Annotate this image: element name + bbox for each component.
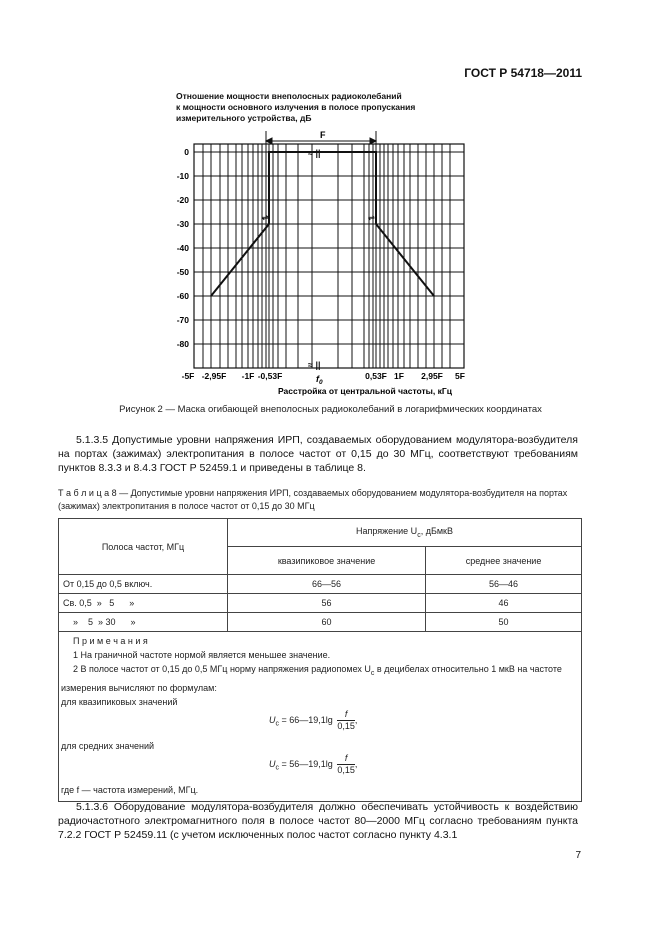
mask-point: [268, 223, 270, 225]
cell-qp: 60: [228, 613, 426, 632]
mask-point: [375, 151, 377, 153]
notes-title: П р и м е ч а н и я: [73, 636, 148, 646]
y-axis-label-line: к мощности основного излучения в полосе пропускания: [176, 102, 416, 112]
y-axis-label-line: Отношение мощности внеполосных радиоколебаний: [176, 91, 402, 101]
x-tick-label: -1F: [241, 371, 255, 381]
table-caption: Т а б л и ц а 8 — Допустимые уровни напряжения ИРП, создаваемых оборудованием модулятора-возбудителя на портах (зажимах) электропитания в полосе частот от 0,15 до 30 МГц: [58, 488, 568, 511]
mask-point: [375, 223, 377, 225]
x-tick-labels: [182, 371, 465, 381]
formula-sub: c: [275, 720, 279, 728]
formula-fraction: [337, 709, 355, 732]
cell-avg: 50: [426, 613, 582, 632]
header-band: Полоса частот, МГц: [59, 519, 228, 575]
mask-point: [268, 151, 270, 153]
table-notes: [59, 632, 582, 802]
x-tick-label: 0,53F: [365, 371, 387, 381]
y-tick-label: -70: [176, 315, 189, 325]
paragraph-text: 5.1.3.6 Оборудование модулятора-возбудителя должно обеспечивать устойчивость к воздействию радиочастотного электромагнитного поля в полосе частот 80—2000 МГц согласно требованиям пункта 7.2.2 ГОСТ Р 52459.11 (с учетом исключенных полос частот согласно пункту 4.3.1: [58, 801, 578, 841]
header-voltage: [228, 519, 582, 547]
header-voltage-unit: , дБмкВ: [420, 526, 453, 537]
table-row: [59, 594, 582, 613]
y-tick-label: 0: [184, 147, 189, 157]
header-voltage-sub: c: [417, 531, 421, 539]
paragraph-text: 5.1.3.5 Допустимые уровни напряжения ИРП, создаваемых оборудованием модулятора-возбудителя на портах (зажимах) электропитания в полосе частот от 0,15 до 30 МГц, соответствуют требованиям пунктов 8.3.3 и 8.4.3 ГОСТ Р 52459.1 и приведены в таблице 8.: [58, 434, 578, 474]
formula-lhs: U: [269, 758, 276, 769]
y-tick-label: -40: [176, 243, 189, 253]
figure-caption: Рисунок 2 — Маска огибающей внеполосных радиоколебаний в логарифмических координатах: [119, 404, 542, 415]
break-mark-icon: ≈ ||: [308, 148, 321, 158]
plot-frame: [194, 144, 464, 368]
x-tick-label: 1F: [394, 371, 404, 381]
cell-avg: 56—46: [426, 575, 582, 594]
page-number: 7: [575, 850, 581, 861]
header-avg: среднее значение: [426, 547, 582, 575]
cell-avg: 46: [426, 594, 582, 613]
f0-label: $f_0$: [316, 374, 323, 386]
y-axis-label-line: измерительного устройства, дБ: [176, 113, 312, 123]
fraction-denominator: 0,15: [337, 720, 355, 731]
y-tick-label: -10: [176, 171, 189, 181]
note-2: [61, 662, 579, 695]
fraction-numerator: f: [337, 709, 355, 721]
where-label: где f — частота измерений, МГц.: [61, 784, 199, 795]
cell-band: Св. 0,5 » 5 »: [59, 594, 228, 613]
x-axis-label: Расстройка от центральной частоты, кГц: [278, 386, 452, 396]
level-markers: [262, 213, 375, 222]
cell-band: » 5 » 30 »: [59, 613, 228, 632]
note-1: 1 На граничной частоте нормой является меньшее значение.: [73, 650, 331, 660]
mask-point: [433, 295, 435, 297]
x-tick-label: -5F: [181, 371, 195, 381]
avg-label: для средних значений: [61, 740, 155, 751]
formula-mid: = 66—19,1lg: [279, 714, 333, 725]
arrow-left-icon: [266, 138, 272, 144]
paragraph-5-1-3-6: [58, 800, 578, 842]
formula-sub: c: [275, 764, 279, 772]
axis-break-marks: [308, 148, 320, 370]
table-row: [59, 575, 582, 594]
mask-point: [210, 295, 212, 297]
marker-icon: ⇌: [262, 213, 269, 222]
formula-lhs: U: [269, 714, 276, 725]
y-tick-label: -80: [176, 339, 189, 349]
document-header: ГОСТ Р 54718—2011: [464, 66, 582, 80]
fraction-numerator: f: [337, 753, 355, 765]
mask-chart: [170, 86, 470, 404]
paragraph-5-1-3-5: [58, 433, 578, 475]
x-tick-label: -2,95F: [201, 371, 227, 381]
y-tick-label: -50: [176, 267, 189, 277]
table-8: [58, 518, 582, 802]
formula-mid: = 56—19,1lg: [279, 758, 333, 769]
formula-fraction: [337, 753, 355, 776]
note-2-rest: в децибелах относительно 1 мкВ на частоте измерения вычисляют по формулам:: [61, 664, 562, 693]
note-2-text: 2 В полосе частот от 0,15 до 0,5 МГц норму напряжения радиопомех U: [73, 664, 371, 674]
span-label: F: [320, 130, 326, 140]
y-tick-label: -60: [176, 291, 189, 301]
note-2-sub: c: [370, 669, 375, 677]
cell-qp: 56: [228, 594, 426, 613]
cell-qp: 66—56: [228, 575, 426, 594]
x-tick-label: 2,95F: [421, 371, 443, 381]
formula-qp: $U_c$ = 66—19,1lg $\frac{f}{0,15}$ ,: [269, 708, 358, 731]
formula-avg: $U_c$ = 56—19,1lg $\frac{f}{0,15}$ ,: [269, 752, 358, 775]
break-mark-icon: ≈ ||: [308, 360, 321, 370]
y-axis-label: [176, 91, 415, 123]
y-tick-label: -30: [176, 219, 189, 229]
header-voltage-text: Напряжение U: [356, 526, 418, 537]
y-tick-labels: [177, 147, 190, 349]
chart-grid: [194, 144, 464, 368]
qp-label: для квазипиковых значений: [61, 696, 178, 707]
table-row: [59, 613, 582, 632]
x-tick-label: -0,53F: [257, 371, 283, 381]
marker-icon: ⇌: [368, 213, 375, 222]
arrow-right-icon: [370, 138, 376, 144]
cell-band: От 0,15 до 0,5 включ.: [59, 575, 228, 594]
header-qp: квазипиковое значение: [228, 547, 426, 575]
fraction-denominator: 0,15: [337, 764, 355, 775]
x-tick-label: 5F: [455, 371, 465, 381]
y-tick-label: -20: [176, 195, 189, 205]
